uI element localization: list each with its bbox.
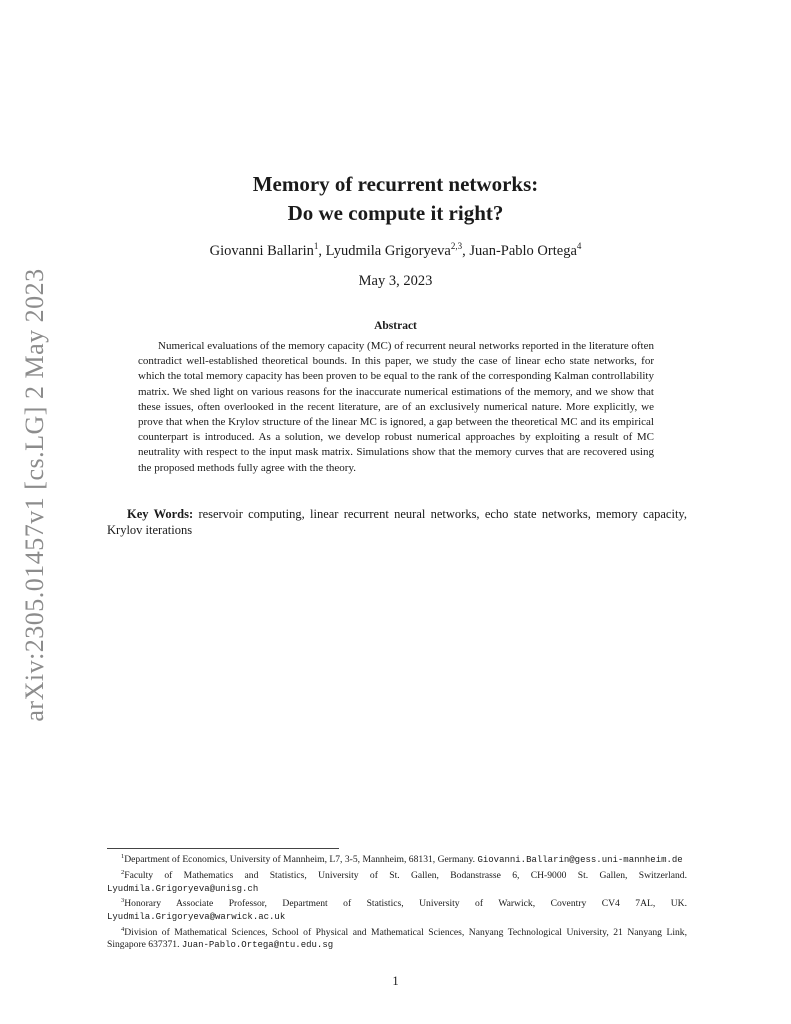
footnote-affiliation-3 — [107, 895, 687, 923]
author-name: Juan-Pablo Ortega — [469, 242, 577, 259]
footnote-text: Faculty of Mathematics and Statistics, University of St. Gallen, Bodanstrasse 6, CH-9000 St. Gallen, Switzerland. — [124, 869, 687, 881]
paper-title-line-1: Memory of recurrent networks: — [252, 172, 539, 196]
author-email-link[interactable]: Giovanni.Ballarin@gess.uni-mannheim.de — [477, 855, 683, 866]
keywords-text: reservoir computing, linear recurrent neural networks, echo state networks, memory capacity, Krylov iterations — [107, 507, 687, 537]
footnote-text: Division of Mathematical Sciences, School of Physical and Mathematical Sciences, Nanyang Technological University, 21 Nanyang Link, Singapore 637371. — [107, 926, 687, 951]
author-list — [0, 241, 791, 260]
author-affiliation-mark: 1 — [313, 241, 319, 251]
footnote-mark: 2 — [121, 868, 125, 876]
keywords-label: Key Words: — [127, 507, 194, 521]
paper-title-line-2: Do we compute it right? — [287, 201, 504, 225]
author-name: Lyudmila Grigoryeva — [325, 242, 451, 259]
footnote-affiliation-2 — [107, 867, 687, 895]
publication-date: May 3, 2023 — [358, 273, 433, 289]
footnote-mark: 4 — [121, 925, 125, 933]
footnote-affiliation-1 — [107, 851, 687, 867]
author-affiliation-mark: 4 — [576, 241, 582, 251]
footnote-affiliation-4 — [107, 924, 687, 952]
author-email-link[interactable]: Juan-Pablo.Ortega@ntu.edu.sg — [181, 940, 334, 951]
footnotes-section — [107, 851, 687, 952]
author-separator: , — [318, 242, 326, 259]
author-email-link[interactable]: Lyudmila.Grigoryeva@warwick.ac.uk — [107, 911, 286, 922]
footnote-text: Department of Economics, University of Mannheim, L7, 3-5, Mannheim, 68131, Germany. — [124, 854, 476, 866]
footnote-mark: 1 — [121, 853, 125, 860]
author-affiliation-mark: 2,3 — [450, 241, 463, 251]
footnote-mark: 3 — [121, 897, 125, 905]
footnote-divider — [107, 848, 339, 849]
author-email-link[interactable]: Lyudmila.Grigoryeva@unisg.ch — [107, 883, 259, 894]
abstract-heading: Abstract — [374, 320, 417, 332]
keywords-paragraph — [107, 507, 687, 538]
author-name: Giovanni Ballarin — [209, 242, 314, 259]
abstract-text: Numerical evaluations of the memory capacity (MC) of recurrent neural networks reported in the literature often contradict well-established theoretical bounds. In this paper, we study the case of linear echo state networks, for which the total memory capacity has been proven to be equal to the rank of the corresponding Kalman controllability matrix. We shed light on various reasons for the inaccurate numerical estimations of the memory, and we show that these issues, often overlooked in the recent literature, are of an exclusively numerical nature. More explicitly, we prove that when the Krylov structure of the linear MC is ignored, a gap between the theoretical MC and its empirical counterpart is introduced. As a solution, we develop robust numerical approaches by exploiting a result of MC neutrality with respect to the input mask matrix. Simulations show that the memory curves that are recovered using the proposed methods fully agree with the theory. — [138, 340, 654, 474]
page-number: 1 — [392, 974, 399, 988]
author-separator: , — [462, 242, 470, 259]
arxiv-identifier-stamp: arXiv:2305.01457v1 [cs.LG] 2 May 2023 — [20, 268, 49, 722]
footnote-text: Honorary Associate Professor, Department of Statistics, University of Warwick, Coventry CV4 7AL, UK. — [124, 898, 687, 910]
